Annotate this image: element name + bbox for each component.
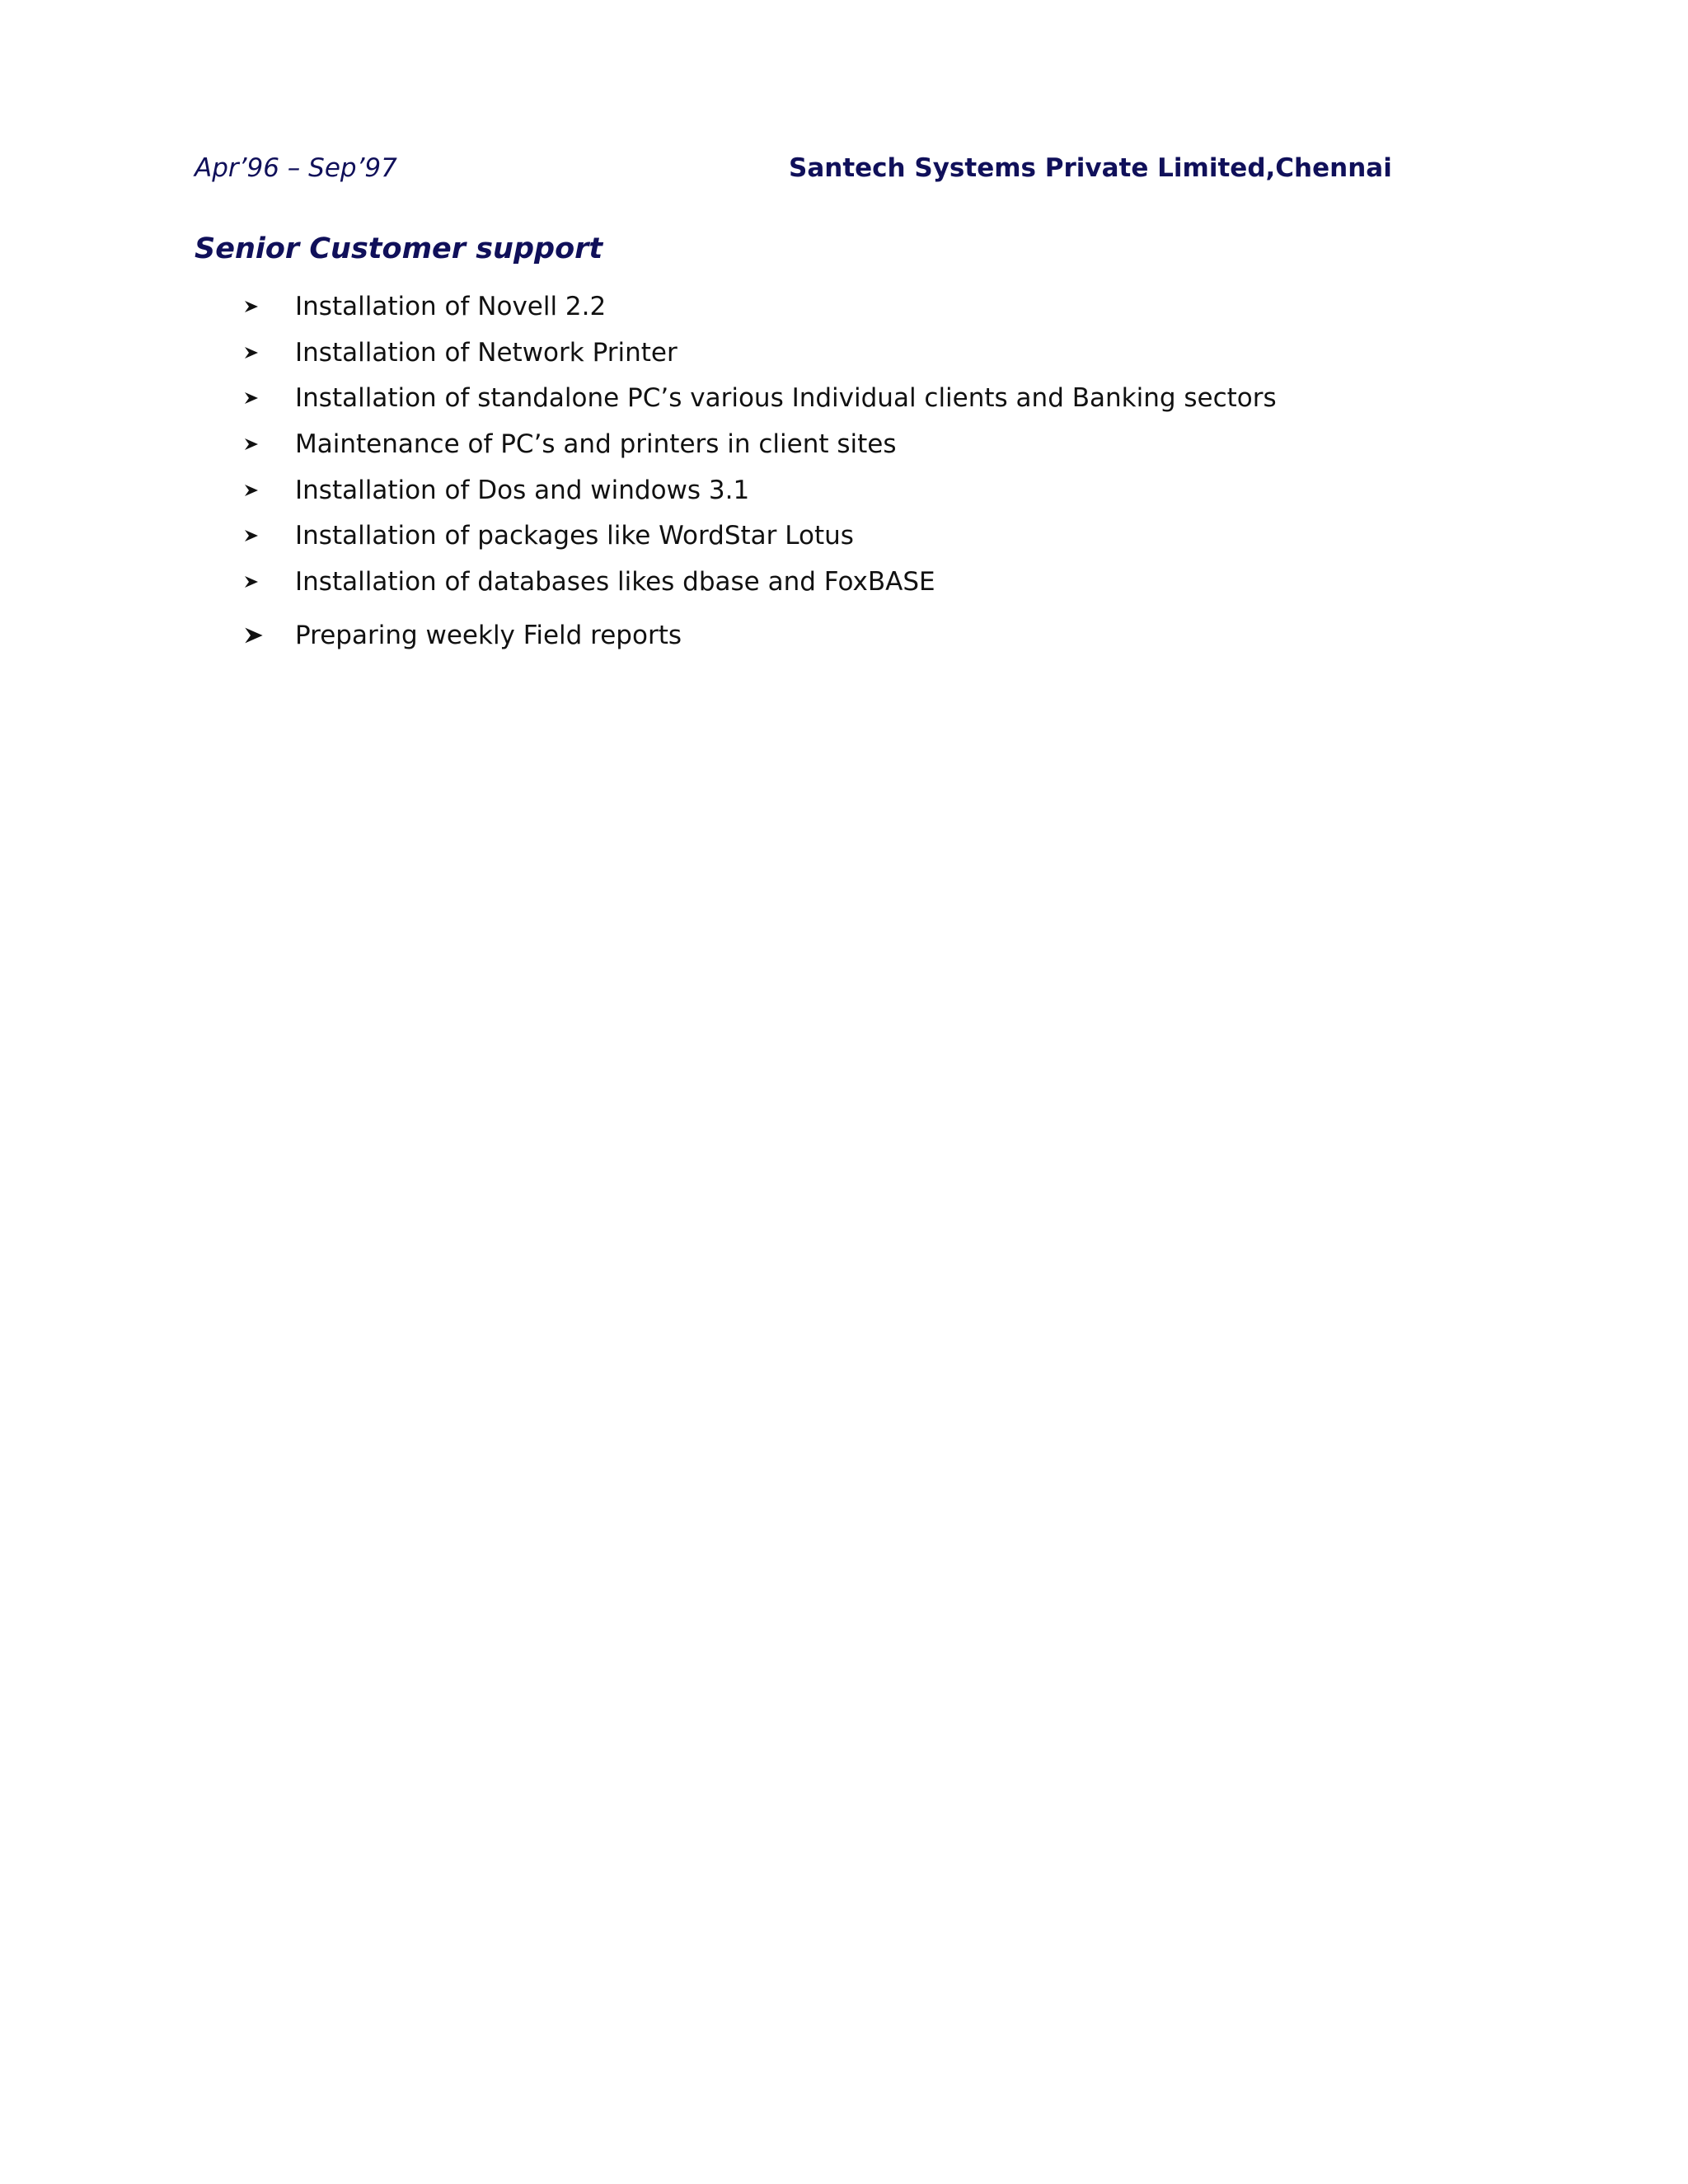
arrowhead-bullet-icon	[244, 290, 264, 323]
duty-text: Installation of Novell 2.2	[295, 292, 607, 321]
arrowhead-bullet-icon	[244, 619, 264, 652]
duty-text: Installation of databases likes dbase and FoxBASE	[295, 567, 935, 598]
arrowhead-bullet-icon	[244, 474, 264, 507]
arrowhead-bullet-icon	[244, 382, 264, 415]
arrowhead-bullet-icon	[244, 565, 264, 598]
duty-text: Installation of Network Printer	[295, 337, 678, 368]
arrowhead-bullet-icon	[244, 428, 264, 461]
employment-date-range: Apr’96 – Sep’97	[195, 153, 397, 183]
duty-text: Installation of packages like WordStar Lotus	[295, 521, 854, 551]
company-name: Santech Systems Private Limited,Chennai	[789, 153, 1392, 183]
arrowhead-bullet-icon	[244, 519, 264, 552]
duty-text: Installation of Dos and windows 3.1	[295, 475, 750, 505]
employment-header	[195, 153, 1390, 190]
duty-text: Installation of standalone PC’s various Individual clients and Banking sectors	[295, 383, 1277, 414]
job-title: Senior Customer support	[195, 232, 603, 265]
arrowhead-bullet-icon	[244, 336, 264, 369]
duty-text: Preparing weekly Field reports	[295, 620, 682, 650]
duty-text: Maintenance of PC’s and printers in client sites	[295, 429, 897, 460]
